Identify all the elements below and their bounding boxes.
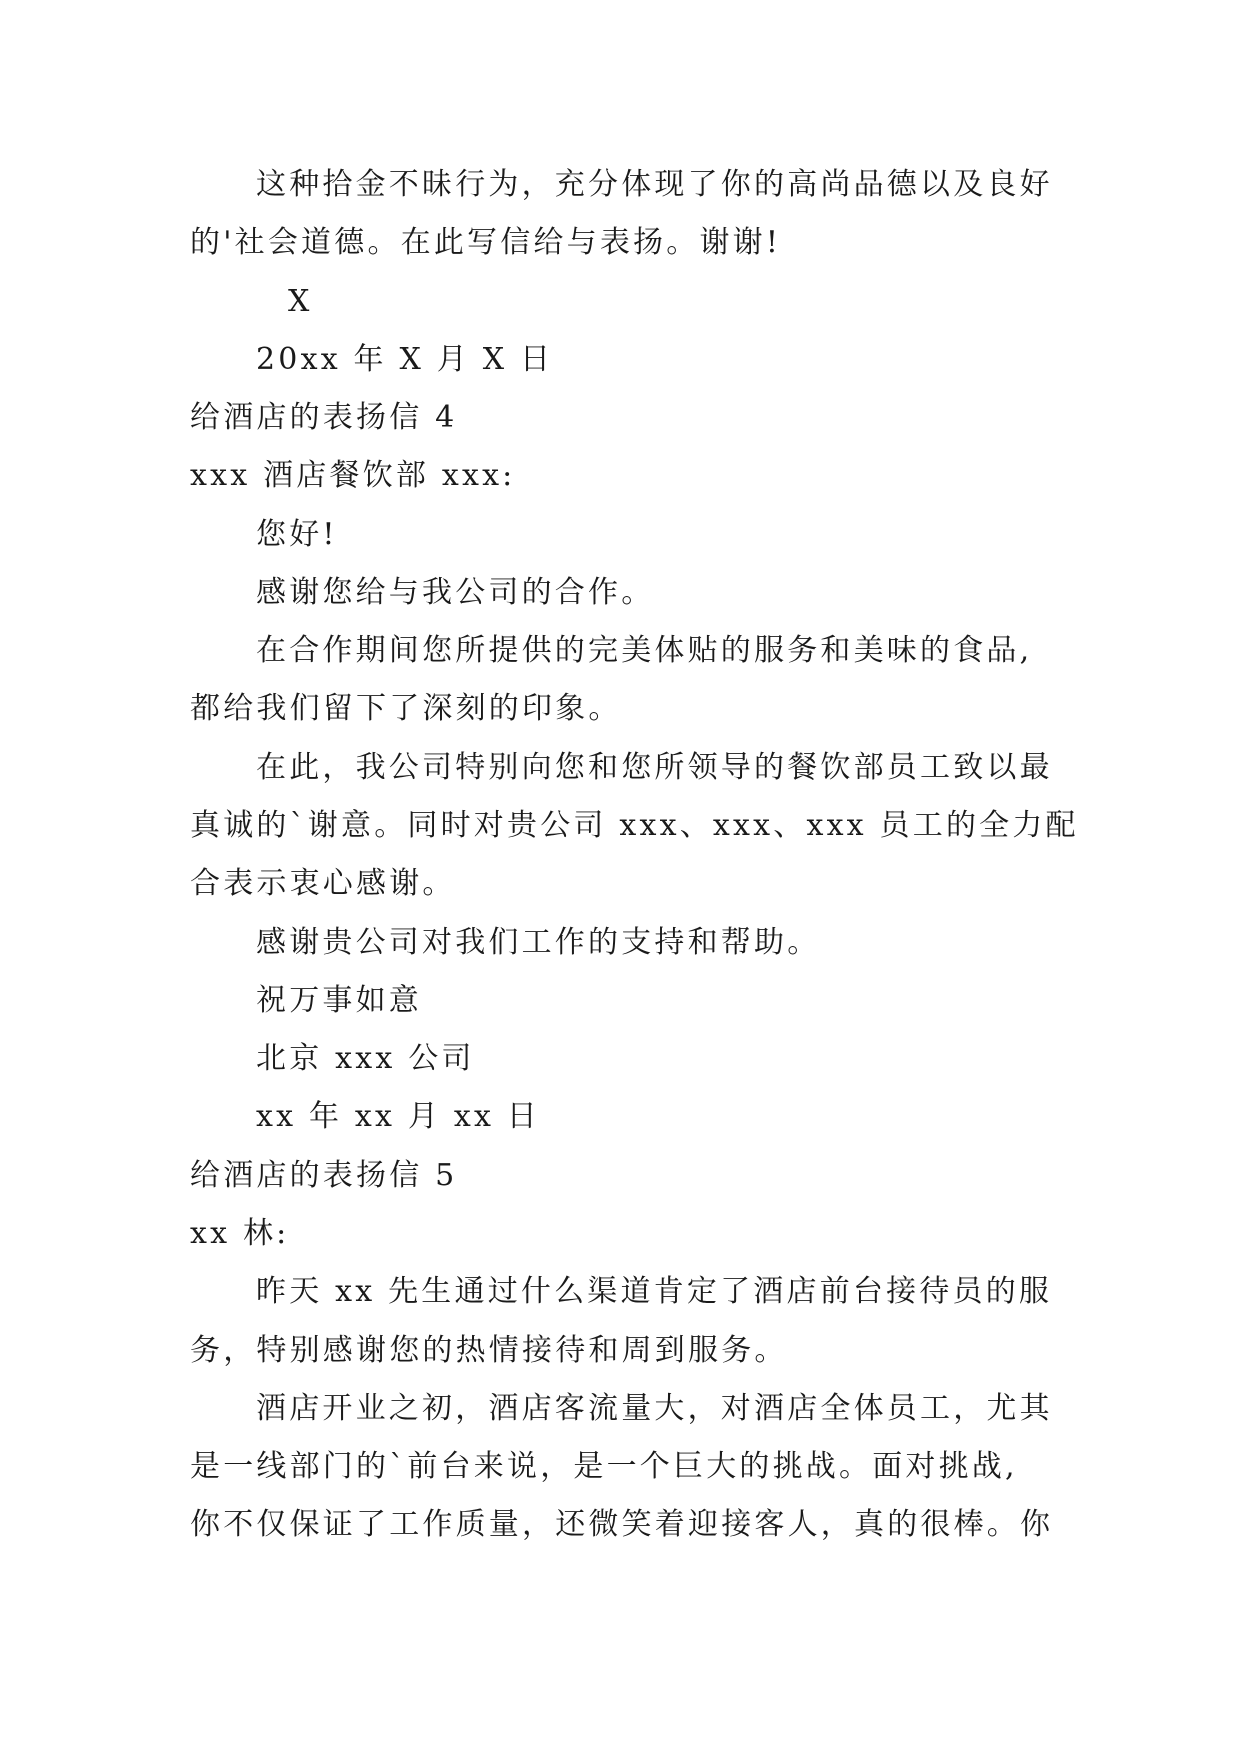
paragraph-line: 酒店开业之初，酒店客流量大，对酒店全体员工，尤其 [256, 1391, 1053, 1426]
paragraph-line: 昨天 xx 先生通过什么渠道肯定了酒店前台接待员的服 [256, 1274, 1053, 1309]
paragraph-line: 的'社会道德。在此写信给与表扬。谢谢! [190, 225, 782, 260]
closing-line: 祝万事如意 [256, 983, 422, 1018]
signature-line: 北京 xxx 公司 [256, 1041, 475, 1076]
paragraph-line: 你不仅保证了工作质量，还微笑着迎接客人，真的很棒。你 [190, 1507, 1054, 1542]
paragraph-line: 合表示衷心感谢。 [190, 866, 456, 901]
paragraph-line: 在此，我公司特别向您和您所领导的餐饮部员工致以最 [256, 750, 1053, 785]
paragraph-line: 感谢贵公司对我们工作的支持和帮助。 [256, 925, 821, 960]
salutation: xx 林: [190, 1216, 290, 1251]
paragraph-line: 这种拾金不昧行为，充分体现了你的高尚品德以及良好 [256, 167, 1053, 202]
paragraph-line: 真诚的`谢意。同时对贵公司 xxx、xxx、xxx 员工的全力配 [190, 808, 1079, 843]
paragraph-line: 都给我们留下了深刻的印象。 [190, 691, 622, 726]
paragraph-line: 感谢您给与我公司的合作。 [256, 575, 655, 610]
paragraph-line: 是一线部门的`前台来说，是一个巨大的挑战。面对挑战, [190, 1449, 1018, 1484]
date-line: 20xx 年 X 月 X 日 [256, 342, 554, 377]
signature-line: X [288, 284, 313, 319]
salutation: xxx 酒店餐饮部 xxx: [190, 458, 516, 493]
section-heading: 给酒店的表扬信 4 [190, 400, 458, 435]
date-line: xx 年 xx 月 xx 日 [256, 1099, 540, 1134]
greeting: 您好! [256, 517, 338, 552]
paragraph-line: 在合作期间您所提供的完美体贴的服务和美味的食品, [256, 633, 1033, 668]
paragraph-line: 务，特别感谢您的热情接待和周到服务。 [190, 1333, 788, 1368]
section-heading: 给酒店的表扬信 5 [190, 1158, 458, 1193]
